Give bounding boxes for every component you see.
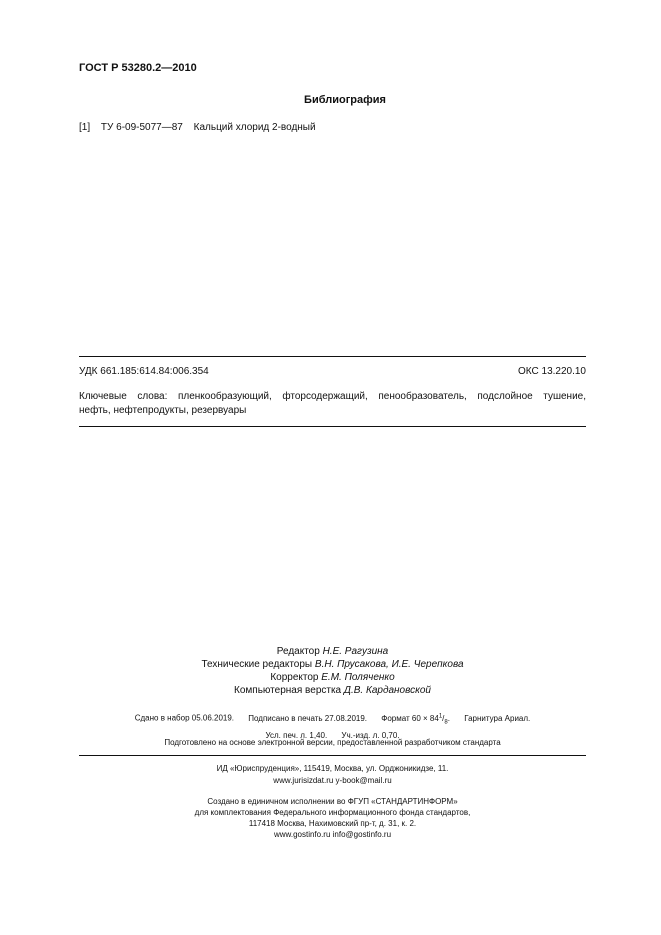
bibliography-entry-code: ТУ 6-09-5077—87 xyxy=(100,122,183,133)
publisher-address: ИД «Юриспруденция», 115419, Москва, ул. Орджоникидзе, 11. xyxy=(216,764,449,773)
bibliography-entry-number: [1] xyxy=(79,122,91,133)
made-line-1: Создано в единичном исполнении во ФГУП «СТАНДАРТИНФОРМ» xyxy=(207,797,458,806)
made-block xyxy=(79,796,586,840)
keywords-line-2: нефть, нефтепродукты, резервуары xyxy=(79,405,247,416)
divider-top xyxy=(79,356,586,357)
print-format-suffix: . xyxy=(447,713,450,723)
publisher-block xyxy=(79,763,586,787)
publisher-email-link[interactable]: y-book@mail.ru xyxy=(335,776,392,785)
made-line-2: для комплектования Федерального информационного фонда стандартов, xyxy=(194,808,471,817)
credit-layout xyxy=(79,684,586,697)
keywords xyxy=(79,390,586,418)
credit-editor-label: Редактор xyxy=(276,646,320,657)
publisher-site-link[interactable]: www.jurisizdat.ru xyxy=(273,776,334,785)
publisher-contacts xyxy=(79,775,586,787)
credit-editor-name: Н.Е. Рагузина xyxy=(322,646,389,657)
print-submitted: Сдано в набор 05.06.2019. xyxy=(134,713,235,723)
print-format: Формат $60 \times 84^1/_8$. xyxy=(381,713,450,726)
made-site-link[interactable]: www.gostinfo.ru xyxy=(273,830,331,839)
print-format-sub: 8 xyxy=(444,719,448,726)
credit-corrector-name: Е.М. Поляченко xyxy=(321,672,395,683)
credit-tech-name-1: В.Н. Прусакова, xyxy=(314,659,389,670)
print-typeface: Гарнитура Ариал. xyxy=(464,713,531,723)
credit-corrector-label: Корректор xyxy=(270,672,319,683)
credit-corrector xyxy=(79,671,586,684)
credit-layout-name: Д.В. Кардановской xyxy=(343,685,431,696)
divider-keywords xyxy=(79,426,586,427)
print-info-line-1 xyxy=(79,709,586,729)
made-email-link[interactable]: info@gostinfo.ru xyxy=(332,830,392,839)
divider-bottom xyxy=(79,755,586,756)
print-pub-sheets: Уч.-изд. л. 0,70. xyxy=(341,731,400,741)
print-sheets: Усл. печ. л. 1,40. xyxy=(265,731,328,741)
bibliography-entry-title: Кальций хлорид 2-водный xyxy=(193,122,316,133)
print-format-sup: 1 xyxy=(438,713,443,719)
credit-tech-editors xyxy=(79,658,586,671)
print-signed: Подписано в печать 27.08.2019. xyxy=(248,713,368,723)
document-code: ГОСТ Р 53280.2—2010 xyxy=(79,62,197,74)
bibliography-entry xyxy=(79,122,316,133)
credit-layout-label: Компьютерная верстка xyxy=(234,685,342,696)
credit-editor xyxy=(79,645,586,658)
credit-tech-label: Технические редакторы xyxy=(201,659,313,670)
made-contacts xyxy=(79,829,586,840)
credits-block xyxy=(79,645,586,697)
udk-code: УДК 661.185:614.84:006.354 xyxy=(79,366,209,377)
prepared-note: Подготовлено на основе электронной версии, предоставленной разработчиком стандарта xyxy=(164,738,501,747)
credit-tech-name-2: И.Е. Черепкова xyxy=(391,659,464,670)
made-line-3: 117418 Москва, Нахимовский пр-т, д. 31, к. 2. xyxy=(248,819,417,828)
bibliography-heading: Библиография xyxy=(304,94,386,106)
print-format-prefix: Формат 60 × 84 xyxy=(381,713,439,723)
keywords-line-1: Ключевые слова: пленкообразующий, фторсодержащий, пенообразователь, подслойное тушение, xyxy=(79,391,586,402)
oks-code: ОКС 13.220.10 xyxy=(518,366,586,377)
